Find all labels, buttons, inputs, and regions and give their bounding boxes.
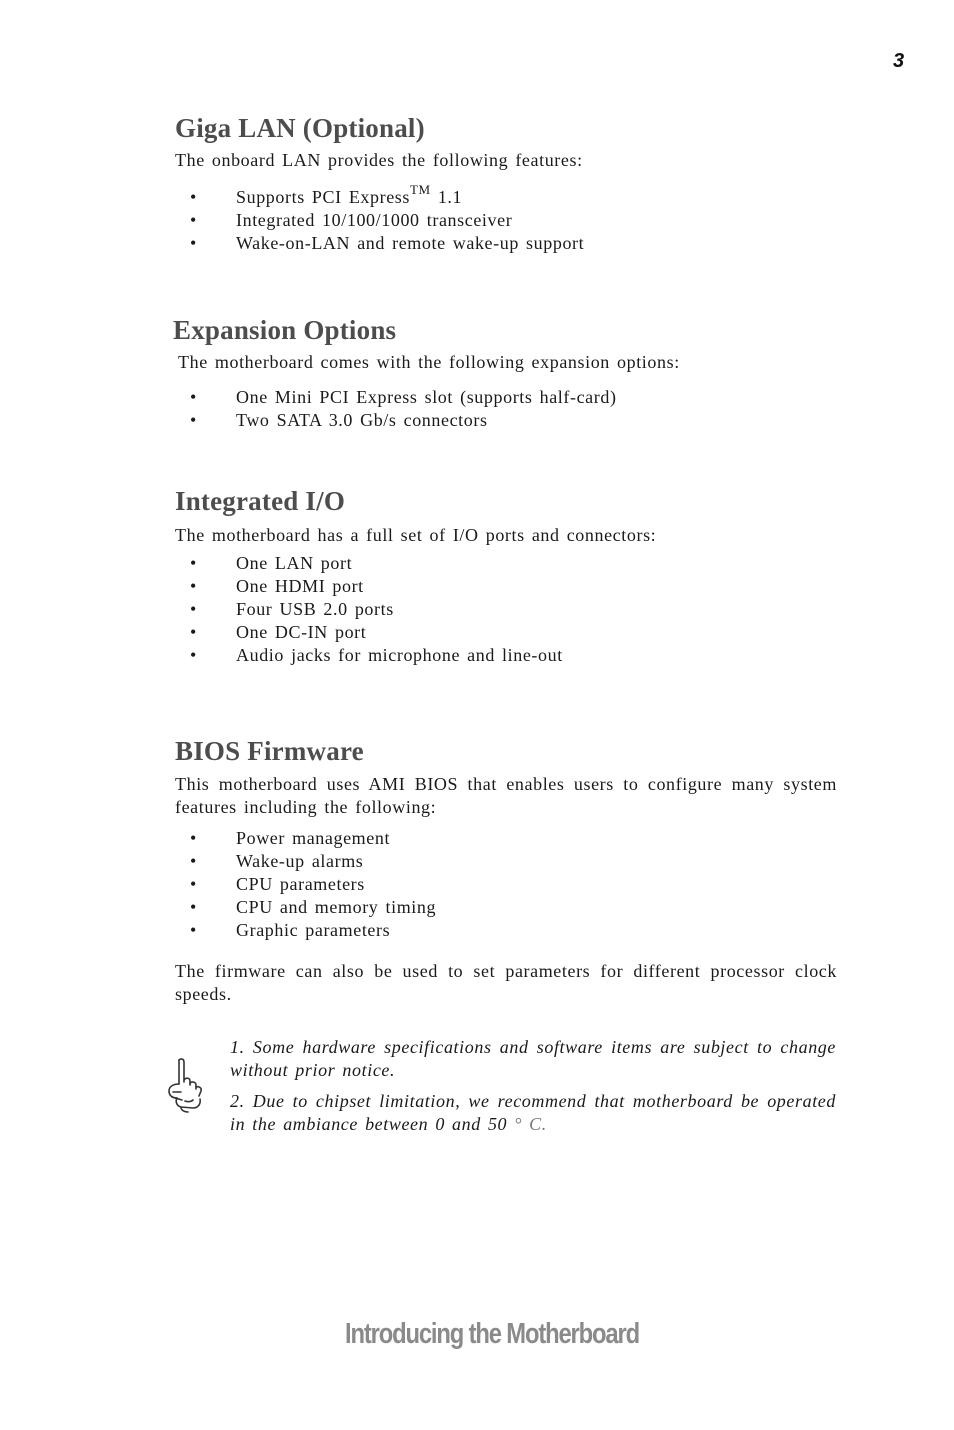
bullet: • — [190, 874, 197, 894]
bullet: • — [190, 920, 197, 940]
page-number: 3 — [893, 50, 905, 72]
bullet: • — [190, 897, 197, 917]
note-line-2-text: 2. Due to chipset limitation, we recommend that motherboard be operated in the ambiance between 0 and 50 — [230, 1091, 836, 1134]
list-item — [175, 182, 837, 209]
bullet: • — [190, 599, 197, 619]
list-item — [175, 575, 837, 598]
bullet: • — [190, 645, 197, 665]
list-item — [175, 209, 837, 232]
list-item-text: Four USB 2.0 ports — [236, 599, 394, 619]
list-item-text: 1.1 — [430, 187, 463, 207]
degree-celsius: ° C. — [507, 1114, 547, 1134]
note-line-1: 1. Some hardware specifications and software items are subject to change without prior notice. — [230, 1037, 836, 1080]
section-intro: The onboard LAN provides the following features: — [175, 150, 583, 170]
list-item-text: Supports PCI Express — [236, 187, 411, 207]
feature-list — [175, 827, 837, 942]
bullet: • — [190, 553, 197, 573]
list-item — [175, 827, 837, 850]
bullet: • — [190, 410, 197, 430]
list-item-text: One Mini PCI Express slot (supports half-card) — [236, 387, 617, 407]
section-bios-firmware — [175, 736, 837, 1006]
list-item — [175, 621, 837, 644]
list-item — [175, 919, 837, 942]
bullet: • — [190, 233, 197, 253]
list-item-text: One HDMI port — [236, 576, 364, 596]
list-item-text: Audio jacks for microphone and line-out — [236, 645, 563, 665]
section-title: Giga LAN (Optional) — [175, 113, 425, 143]
list-item-text: One DC-IN port — [236, 622, 367, 642]
list-item — [175, 386, 835, 409]
section-intro: The motherboard has a full set of I/O ports and connectors: — [175, 525, 657, 545]
list-item-text: One LAN port — [236, 553, 353, 573]
list-item-text: CPU parameters — [236, 874, 365, 894]
section-giga-lan — [175, 113, 837, 255]
note-line-2 — [230, 1090, 836, 1136]
list-item — [175, 232, 837, 255]
bullet: • — [190, 210, 197, 230]
note-text — [230, 1036, 836, 1144]
list-item — [175, 873, 837, 896]
bullet: • — [190, 828, 197, 848]
list-item — [175, 896, 837, 919]
footer-chapter-title: Introducing the Motherboard — [345, 1318, 639, 1350]
bullet: • — [190, 576, 197, 596]
section-title: Expansion Options — [173, 315, 397, 345]
feature-list — [175, 552, 837, 667]
list-item-text: Two SATA 3.0 Gb/s connectors — [236, 410, 488, 430]
list-item — [175, 552, 837, 575]
section-integrated-io — [175, 486, 837, 667]
bullet: • — [190, 387, 197, 407]
list-item-text: Wake-up alarms — [236, 851, 364, 871]
note-box — [160, 1036, 837, 1146]
list-item-text: Graphic parameters — [236, 920, 391, 940]
list-item-text: CPU and memory timing — [236, 897, 437, 917]
list-item — [175, 644, 837, 667]
list-item — [175, 598, 837, 621]
list-item — [175, 409, 835, 432]
section-outro: The firmware can also be used to set parameters for different processor clock speeds. — [175, 961, 837, 1004]
pointing-hand-icon — [163, 1056, 211, 1114]
bullet: • — [190, 851, 197, 871]
bullet: • — [190, 187, 197, 207]
section-title: Integrated I/O — [175, 486, 346, 516]
bullet: • — [190, 622, 197, 642]
section-expansion-options — [173, 315, 835, 432]
list-item — [175, 850, 837, 873]
section-title: BIOS Firmware — [175, 736, 364, 766]
feature-list — [173, 386, 835, 432]
trademark-sup: TM — [410, 182, 431, 197]
list-item-text: Integrated 10/100/1000 transceiver — [236, 210, 513, 230]
feature-list — [175, 182, 837, 255]
list-item-text: Wake-on-LAN and remote wake-up support — [236, 233, 585, 253]
section-intro: The motherboard comes with the following expansion options: — [178, 352, 680, 372]
list-item-text: Power management — [236, 828, 391, 848]
section-intro: This motherboard uses AMI BIOS that enables users to configure many system features including the following: — [175, 774, 837, 817]
